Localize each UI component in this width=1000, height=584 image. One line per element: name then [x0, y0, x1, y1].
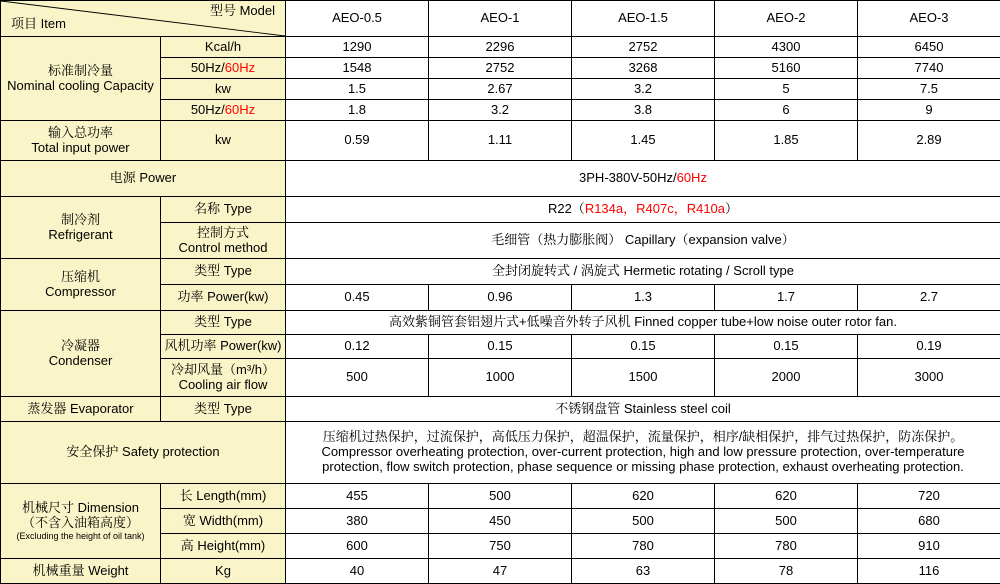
row-power-supply — [1, 161, 1000, 197]
dimension-width-1: 380 — [286, 509, 429, 534]
cooling-kcal-50-3: 2752 — [572, 37, 715, 58]
cooling-kcal-50-4: 4300 — [715, 37, 858, 58]
dimension-height-2: 750 — [429, 534, 572, 559]
condenser-airflow-4: 2000 — [715, 359, 858, 397]
refrigerant-label — [1, 197, 161, 259]
condenser-fan-4: 0.15 — [715, 335, 858, 359]
dimension-height-label: 高 Height(mm) — [161, 534, 286, 559]
row-condenser-type — [1, 311, 1000, 335]
cooling-kw-50-4: 5 — [715, 79, 858, 100]
evaporator-type-label: 类型 Type — [161, 397, 286, 422]
freq-50-label: 50Hz/ — [191, 60, 225, 75]
model-column-5: AEO-3 — [858, 1, 1000, 37]
condenser-airflow-label — [161, 359, 286, 397]
cooling-kcal-60-2: 2752 — [429, 58, 572, 79]
dimension-height-4: 780 — [715, 534, 858, 559]
dimension-length-2: 500 — [429, 484, 572, 509]
cooling-kw-50-5: 7.5 — [858, 79, 1000, 100]
row-safety-protection — [1, 422, 1000, 484]
cooling-unit-kcal-freq — [161, 58, 286, 79]
header-item-label: 项目 Item — [11, 17, 66, 32]
row-compressor-type — [1, 259, 1000, 285]
row-total-input-power — [1, 121, 1000, 161]
refrigerant-type-alternatives: R134a，R407c，R410a — [585, 201, 725, 216]
cooling-kcal-50-5: 6450 — [858, 37, 1000, 58]
condenser-airflow-label-cn: 冷却风量（m³/h） — [163, 363, 283, 378]
condenser-airflow-3: 1500 — [572, 359, 715, 397]
row-weight — [1, 559, 1000, 584]
refrigerant-label-en: Refrigerant — [3, 228, 158, 243]
dimension-height-5: 910 — [858, 534, 1000, 559]
cooling-kw-60-5: 9 — [858, 100, 1000, 121]
input-power-label-en: Total input power — [3, 141, 158, 156]
condenser-airflow-5: 3000 — [858, 359, 1000, 397]
evaporator-label: 蒸发器 Evaporator — [1, 397, 161, 422]
refrigerant-control-label-en: Control method — [163, 241, 283, 256]
cooling-capacity-label-cn: 标准制冷量 — [3, 64, 158, 79]
compressor-power-3: 1.3 — [572, 285, 715, 311]
dimension-length-3: 620 — [572, 484, 715, 509]
freq-60-label-kw: 60Hz — [225, 102, 255, 117]
cooling-kw-60-1: 1.8 — [286, 100, 429, 121]
row-cooling-kcal-50 — [1, 37, 1000, 58]
row-evaporator — [1, 397, 1000, 422]
cooling-capacity-label-en: Nominal cooling Capacity — [3, 79, 158, 94]
weight-2: 47 — [429, 559, 572, 584]
compressor-power-4: 1.7 — [715, 285, 858, 311]
refrigerant-type-close: ） — [725, 201, 738, 216]
weight-label: 机械重量 Weight — [1, 559, 161, 584]
cooling-kcal-50-2: 2296 — [429, 37, 572, 58]
input-power-4: 1.85 — [715, 121, 858, 161]
condenser-fan-2: 0.15 — [429, 335, 572, 359]
input-power-1: 0.59 — [286, 121, 429, 161]
refrigerant-type-value — [286, 197, 1000, 223]
refrigerant-control-value: 毛细管（热力膨胀阀） Capillary（expansion valve） — [286, 223, 1000, 259]
safety-text-en-line2: protection, flow switch protection, phase sequence or missing phase protection, exhaust overheating protection. — [288, 460, 998, 475]
power-supply-value-60hz: 60Hz — [677, 170, 707, 185]
refrigerant-control-label-cn: 控制方式 — [163, 226, 283, 241]
condenser-fan-1: 0.12 — [286, 335, 429, 359]
dimension-label — [1, 484, 161, 559]
cooling-kw-60-2: 3.2 — [429, 100, 572, 121]
dimension-width-5: 680 — [858, 509, 1000, 534]
cooling-kw-60-4: 6 — [715, 100, 858, 121]
header-model-label: 型号 Model — [210, 4, 275, 19]
cooling-kw-50-1: 1.5 — [286, 79, 429, 100]
compressor-power-label: 功率 Power(kw) — [161, 285, 286, 311]
cooling-kcal-60-1: 1548 — [286, 58, 429, 79]
dimension-width-3: 500 — [572, 509, 715, 534]
input-power-unit: kw — [161, 121, 286, 161]
dimension-length-4: 620 — [715, 484, 858, 509]
freq-50-label-kw: 50Hz/ — [191, 102, 225, 117]
compressor-power-2: 0.96 — [429, 285, 572, 311]
condenser-label — [1, 311, 161, 397]
dimension-length-label: 长 Length(mm) — [161, 484, 286, 509]
cooling-kcal-60-5: 7740 — [858, 58, 1000, 79]
compressor-power-1: 0.45 — [286, 285, 429, 311]
freq-60-label: 60Hz — [225, 60, 255, 75]
condenser-airflow-2: 1000 — [429, 359, 572, 397]
cooling-kcal-60-3: 3268 — [572, 58, 715, 79]
weight-4: 78 — [715, 559, 858, 584]
safety-value — [286, 422, 1000, 484]
power-supply-label: 电源 Power — [1, 161, 286, 197]
compressor-label-en: Compressor — [3, 285, 158, 300]
input-power-5: 2.89 — [858, 121, 1000, 161]
compressor-power-5: 2.7 — [858, 285, 1000, 311]
dimension-width-2: 450 — [429, 509, 572, 534]
safety-text-cn: 压缩机过热保护，过流保护，高低压力保护，超温保护，流量保护，相序/缺相保护，排气过热保护，防冻保护。 — [288, 430, 998, 445]
weight-1: 40 — [286, 559, 429, 584]
header-item-model-cell — [1, 1, 286, 37]
condenser-airflow-1: 500 — [286, 359, 429, 397]
model-column-1: AEO-0.5 — [286, 1, 429, 37]
row-refrigerant-type — [1, 197, 1000, 223]
safety-label: 安全保护 Safety protection — [1, 422, 286, 484]
evaporator-type-value: 不锈钢盘管 Stainless steel coil — [286, 397, 1000, 422]
model-column-2: AEO-1 — [429, 1, 572, 37]
condenser-fan-label: 风机功率 Power(kw) — [161, 335, 286, 359]
compressor-label — [1, 259, 161, 311]
condenser-type-label: 类型 Type — [161, 311, 286, 335]
weight-5: 116 — [858, 559, 1000, 584]
cooling-kw-50-2: 2.67 — [429, 79, 572, 100]
table-header-row — [1, 1, 1000, 37]
refrigerant-type-r22: R22（ — [548, 201, 585, 216]
cooling-kw-50-3: 3.2 — [572, 79, 715, 100]
model-column-3: AEO-1.5 — [572, 1, 715, 37]
condenser-fan-5: 0.19 — [858, 335, 1000, 359]
model-column-4: AEO-2 — [715, 1, 858, 37]
cooling-unit-kcal: Kcal/h — [161, 37, 286, 58]
condenser-type-value: 高效紫铜管套铝翅片式+低噪音外转子风机 Finned copper tube+low noise outer rotor fan. — [286, 311, 1000, 335]
safety-text-en-line1: Compressor overheating protection, over-current protection, high and low pressure protection, over-temperature — [288, 445, 998, 460]
dimension-label-en: (Excluding the height of oil tank) — [3, 531, 158, 541]
cooling-unit-kw: kw — [161, 79, 286, 100]
dimension-width-4: 500 — [715, 509, 858, 534]
condenser-label-cn: 冷凝器 — [3, 339, 158, 354]
dimension-label-cn2: （不含入油箱高度） — [3, 516, 158, 531]
refrigerant-type-label: 名称 Type — [161, 197, 286, 223]
cooling-capacity-label — [1, 37, 161, 121]
dimension-length-5: 720 — [858, 484, 1000, 509]
input-power-label — [1, 121, 161, 161]
weight-unit: Kg — [161, 559, 286, 584]
weight-3: 63 — [572, 559, 715, 584]
dimension-length-1: 455 — [286, 484, 429, 509]
input-power-2: 1.11 — [429, 121, 572, 161]
dimension-height-3: 780 — [572, 534, 715, 559]
cooling-kw-60-3: 3.8 — [572, 100, 715, 121]
power-supply-value — [286, 161, 1000, 197]
condenser-airflow-label-en: Cooling air flow — [163, 378, 283, 393]
compressor-type-label: 类型 Type — [161, 259, 286, 285]
refrigerant-control-label — [161, 223, 286, 259]
cooling-kcal-50-1: 1290 — [286, 37, 429, 58]
compressor-type-value: 全封闭旋转式 / 涡旋式 Hermetic rotating / Scroll type — [286, 259, 1000, 285]
row-dimension-length — [1, 484, 1000, 509]
cooling-kcal-60-4: 5160 — [715, 58, 858, 79]
cooling-unit-kw-freq — [161, 100, 286, 121]
dimension-height-1: 600 — [286, 534, 429, 559]
input-power-label-cn: 输入总功率 — [3, 126, 158, 141]
power-supply-value-main: 3PH-380V-50Hz/ — [579, 170, 677, 185]
condenser-fan-3: 0.15 — [572, 335, 715, 359]
input-power-3: 1.45 — [572, 121, 715, 161]
dimension-width-label: 宽 Width(mm) — [161, 509, 286, 534]
refrigerant-label-cn: 制冷剂 — [3, 213, 158, 228]
compressor-label-cn: 压缩机 — [3, 270, 158, 285]
dimension-label-cn: 机械尺寸 Dimension — [3, 501, 158, 516]
condenser-label-en: Condenser — [3, 354, 158, 369]
